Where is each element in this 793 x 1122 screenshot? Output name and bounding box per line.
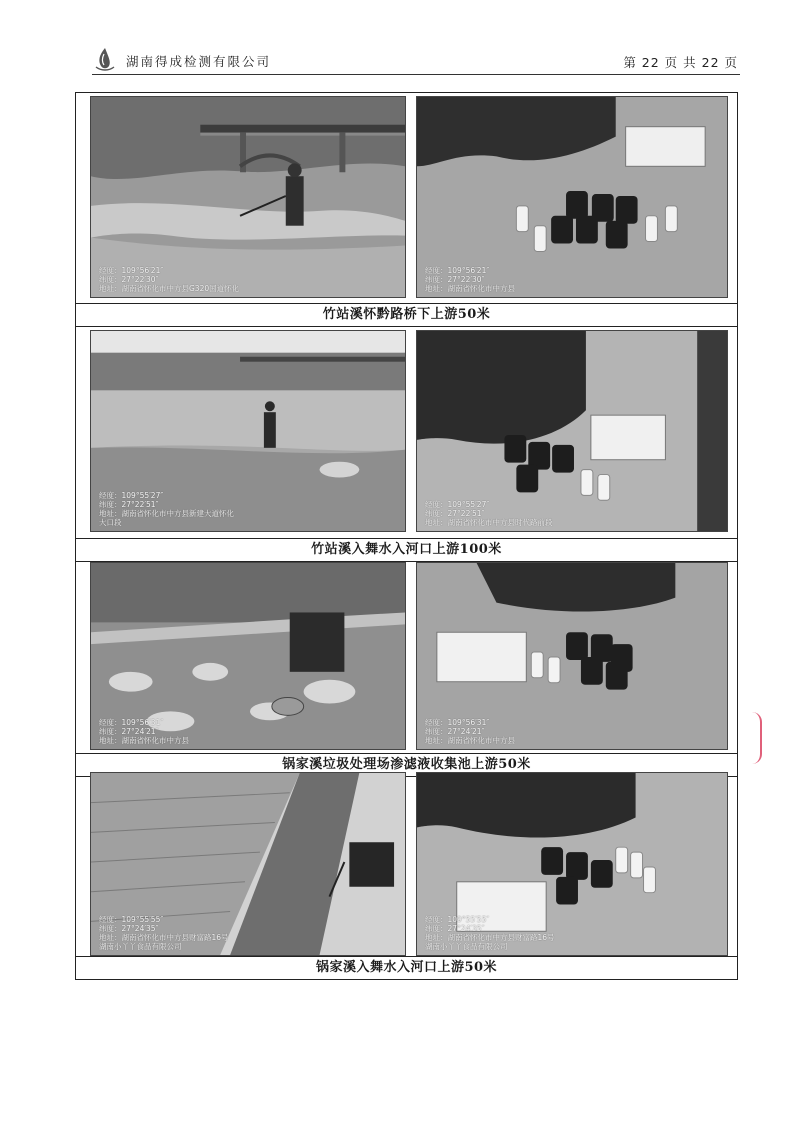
- gps-watermark: 经度：109°56′31″ 纬度：27°24′21″ 地址：湖南省怀化市中方县: [99, 718, 189, 745]
- sample-bottles-photo: [416, 330, 728, 532]
- river-sampling-photo: [90, 772, 406, 956]
- company-logo-icon: [92, 46, 118, 72]
- page-number: 第 22 页 共 22 页: [623, 55, 738, 70]
- gps-watermark: 经度：109°55′55″ 纬度：27°24′35″ 地址：湖南省怀化市中方县财富路16号 湖南小丫丫食品有限公司: [425, 915, 555, 951]
- gps-watermark: 经度：109°56′21″ 纬度：27°22′30″ 地址：湖南省怀化市中方县G320国道怀化: [99, 266, 240, 293]
- sample-bottles-photo: [416, 562, 728, 750]
- photo-row-4: [76, 769, 737, 979]
- photo-table: [75, 92, 738, 980]
- company-name: 湖南得成检测有限公司: [126, 54, 272, 69]
- gps-watermark: 经度：109°56′21″ 纬度：27°22′30″ 地址：湖南省怀化市中方县: [425, 266, 515, 293]
- river-sampling-photo: [90, 330, 406, 532]
- red-seal-mark: [752, 712, 762, 764]
- photo-row-3: [76, 559, 737, 772]
- site-caption: 竹站溪怀黔路桥下上游50米: [76, 303, 737, 327]
- river-sampling-photo: [90, 562, 406, 750]
- site-caption: 锅家溪垃圾处理场渗滤液收集池上游50米: [76, 753, 737, 777]
- sample-bottles-photo: [416, 772, 728, 956]
- site-caption: 竹站溪入舞水入河口上游100米: [76, 538, 737, 562]
- site-caption: 锅家溪入舞水入河口上游50米: [76, 956, 737, 980]
- gps-watermark: 经度：109°55′55″ 纬度：27°24′35″ 地址：湖南省怀化市中方县财富路16号 湖南小丫丫食品有限公司: [99, 915, 229, 951]
- gps-watermark: 经度：109°55′27″ 纬度：27°22′51″ 地址：湖南省怀化市中方县新建大道怀化 大口段: [99, 491, 234, 527]
- gps-watermark: 经度：109°56′31″ 纬度：27°24′21″ 地址：湖南省怀化市中方县: [425, 718, 515, 745]
- river-sampling-photo: [90, 96, 406, 298]
- sample-bottles-photo: [416, 96, 728, 298]
- gps-watermark: 经度：109°55′27″ 纬度：27°22′51″ 地址：湖南省怀化市中方县时代路前段: [425, 500, 553, 527]
- photo-row-2: [76, 327, 737, 555]
- photo-row-1: [76, 93, 737, 335]
- page-header: [92, 44, 740, 75]
